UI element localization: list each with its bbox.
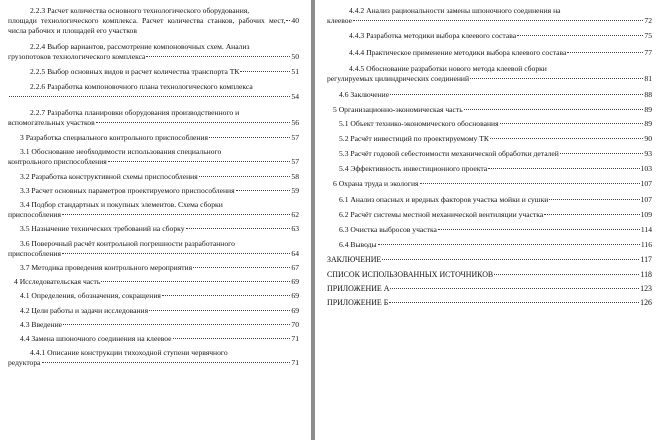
toc-dot-leader [236, 190, 291, 191]
toc-page-number: 67 [291, 263, 299, 273]
toc-page-number: 56 [291, 117, 299, 127]
toc-entry-line [8, 92, 299, 102]
toc-entry-line [8, 172, 299, 182]
toc-page-number: 123 [640, 283, 652, 293]
toc-entry-title: 6.4 Выводы [339, 240, 377, 250]
toc-entry [327, 105, 652, 115]
toc-entry-line [8, 277, 299, 287]
toc-entry-line [327, 298, 652, 308]
toc-page-number: 57 [291, 157, 299, 167]
toc-dot-leader [173, 338, 291, 339]
toc-entry-title-start: 3.6 Поверочный расчёт контрольной погрешности разработанного [20, 238, 235, 248]
toc-entry-line [327, 195, 652, 205]
toc-entry [327, 179, 652, 189]
toc-dot-leader [42, 362, 291, 363]
toc-entry-title: 3.2 Разработка конструктивной схемы приспособления [20, 171, 198, 181]
toc-entry-title: вспомогательных участков [8, 117, 95, 127]
toc-entry-line [8, 210, 299, 220]
toc-entry-line [8, 358, 299, 368]
toc-page-number: 70 [291, 319, 299, 329]
toc-page-number: 81 [644, 74, 652, 84]
toc-entry-line [327, 164, 652, 174]
toc-entry-title: 4.4.4 Практическое применение методики выбора клеевого состава [349, 47, 567, 57]
toc-entry-title: 3.5 Назначение технических требований на сборку [20, 224, 185, 234]
toc-entry [327, 48, 652, 58]
toc-dot-leader [382, 259, 639, 260]
toc-entry [8, 277, 299, 287]
toc-entry-title-start: 3.4 Подбор стандартных и покупных элементов. Схема сборки [20, 200, 223, 210]
toc-dot-leader [378, 244, 640, 245]
toc-entry-line [8, 224, 299, 234]
toc-entry-title: площади технологического комплекса. Расчет количества станков, рабочих мест, числа рабочих и площадей его участков [8, 16, 286, 36]
toc-entry [8, 186, 299, 196]
toc-entry-title: приспособления [8, 248, 61, 258]
toc-dot-leader [420, 183, 640, 184]
toc-dot-leader [567, 52, 643, 53]
toc-page-number: 103 [640, 164, 652, 174]
toc-entry-line [8, 186, 299, 196]
toc-entry-title: 5 Организационно-экономическая часть [333, 105, 463, 115]
toc-page-number: 50 [291, 51, 299, 61]
toc-dot-leader [162, 295, 291, 296]
toc-entry-line [8, 118, 299, 128]
toc-entry-title: 4 Исследовательская часть [14, 277, 101, 287]
toc-entry-title: 5.4 Эффективность инвестиционного проекта [339, 164, 488, 174]
toc-entry-title: 4.4 Замена шпоночного соединения на клеевое [20, 334, 172, 344]
toc-entry [327, 90, 652, 100]
toc-entry-title-start: 4.4.2 Анализ рациональности замены шпоночного соединения на [349, 6, 561, 15]
toc-entry [327, 64, 652, 84]
toc-entry-title-start: 4.4.1 Описание конструкции тихоходной ступени червячного [30, 348, 228, 358]
toc-dot-leader [96, 122, 291, 123]
toc-dot-leader [353, 20, 643, 21]
toc-page-number: 117 [640, 255, 652, 265]
toc-entry [8, 291, 299, 301]
toc-dot-leader [488, 168, 639, 169]
toc-entry [8, 6, 299, 37]
toc-entry-title: 4.2 Цели работы и задачи исследования [20, 305, 149, 315]
toc-dot-leader [464, 109, 644, 110]
toc-dot-leader [549, 199, 639, 200]
toc-entry-title: 3.3 Расчет основных параметров проектируемого приспособления [20, 185, 235, 195]
toc-entry-line [327, 240, 652, 250]
toc-page-number: 69 [291, 305, 299, 315]
toc-entry-title: ПРИЛОЖЕНИЕ Б [327, 298, 389, 308]
toc-entry [327, 210, 652, 220]
document-page-left [0, 0, 311, 440]
toc-entry-title: 6 Охрана труда и экология [333, 179, 419, 189]
toc-entry [8, 147, 299, 167]
toc-entry-line [327, 119, 652, 129]
toc-entry [8, 200, 299, 220]
toc-entry-line [327, 284, 652, 294]
toc-dot-leader [490, 138, 643, 139]
toc-entry-title-start: 3.1 Обоснование необходимости использования специального [20, 147, 222, 157]
toc-entry [8, 82, 299, 102]
toc-entry-line [327, 31, 652, 41]
toc-page-number: 51 [291, 67, 299, 77]
toc-page-number: 107 [640, 179, 652, 189]
toc-entry [327, 31, 652, 41]
toc-entry-title-start: 2.2.6 Разработка компоновочного плана технологического комплекса [30, 82, 253, 92]
toc-entry-title: клеевое [327, 16, 353, 26]
toc-dot-leader [390, 94, 643, 95]
toc-entry-line [327, 74, 652, 84]
toc-entry-line [327, 48, 652, 58]
toc-entry-line [327, 134, 652, 144]
toc-dot-leader [438, 229, 640, 230]
toc-entry-line [8, 157, 299, 167]
toc-page-number: 54 [291, 92, 299, 102]
toc-entry-line [8, 334, 299, 344]
toc-entry-title: 6.2 Расчёт системы местной механической вентиляции участка [339, 209, 544, 219]
toc-page-number: 69 [291, 277, 299, 287]
toc-entry [327, 240, 652, 250]
toc-entry-line [327, 270, 652, 280]
toc-entry-line [327, 225, 652, 235]
toc-page-number: 72 [644, 16, 652, 26]
toc-entry-line [8, 133, 299, 143]
toc-page-number: 58 [291, 171, 299, 181]
toc-page-number: 64 [291, 248, 299, 258]
toc-dot-leader [146, 56, 290, 57]
toc-dot-leader [470, 78, 643, 79]
toc-page-number: 89 [644, 118, 652, 128]
toc-entry-title: 4.6 Заключение [339, 90, 390, 100]
toc-entry-line [327, 255, 652, 265]
toc-entry-title-start: 2.2.4 Выбор вариантов, рассмотрение компоновочных схем. Анализ [30, 41, 250, 51]
toc-page-number: 109 [640, 209, 652, 219]
toc-entry-title: 6.3 Очистка выбросов участка [339, 225, 437, 235]
toc-dot-leader [209, 137, 290, 138]
toc-entry [327, 270, 652, 280]
toc-dot-leader [193, 267, 290, 268]
toc-page-number: 62 [291, 210, 299, 220]
toc-dot-leader [390, 288, 639, 289]
toc-page-number: 71 [291, 334, 299, 344]
toc-page-number: 126 [640, 298, 652, 308]
toc-entry-title: редуктора [8, 358, 41, 368]
toc-entry [8, 172, 299, 182]
toc-entry [8, 306, 299, 316]
toc-page-number: 57 [291, 133, 299, 143]
toc-entry [327, 255, 652, 265]
toc-entry [327, 284, 652, 294]
toc-dot-leader [101, 281, 290, 282]
document-page-right [315, 0, 666, 440]
toc-page-number: 116 [640, 240, 652, 250]
toc-entry-title: 3.7 Методика проведения контрольного мероприятия [20, 263, 193, 273]
toc-entry-title: 4.3 Введение [20, 319, 62, 329]
toc-entry-title: ПРИЛОЖЕНИЕ А [327, 283, 390, 293]
toc-entry-title: 4.1 Определения, обозначения, сокращения [20, 291, 161, 301]
toc-page-number: 88 [644, 90, 652, 100]
toc-entry [327, 164, 652, 174]
toc-entry-title: 6.1 Анализ опасных и вредных факторов участка мойки и сушки [339, 194, 549, 204]
toc-entry-line [8, 291, 299, 301]
toc-page-number: 75 [644, 31, 652, 41]
toc-entry [8, 320, 299, 330]
toc-entry [327, 149, 652, 159]
toc-page-number: 107 [640, 194, 652, 204]
toc-entry-line [327, 149, 652, 159]
toc-page-number: 59 [291, 185, 299, 195]
toc-entry [8, 224, 299, 234]
toc-entry-title: контрольного приспособления [8, 157, 107, 167]
toc-entry [8, 263, 299, 273]
toc-entry-title: СПИСОК ИСПОЛЬЗОВАННЫХ ИСТОЧНИКОВ [327, 269, 494, 279]
toc-dot-leader [389, 302, 639, 303]
toc-dot-leader [286, 20, 290, 21]
toc-entry-line [8, 16, 299, 36]
toc-entry-title: 2.2.5 Выбор основных видов и расчет количества транспорта ТК [30, 67, 240, 77]
toc-page-number: 63 [291, 224, 299, 234]
toc-dot-leader [494, 274, 639, 275]
toc-page-number: 93 [644, 149, 652, 159]
toc-entry-title-start: 2.2.3 Расчет количества основного технологического оборудования, [30, 6, 250, 15]
toc-entry [8, 42, 299, 62]
toc-dot-leader [149, 310, 290, 311]
toc-entry-title: 5.2 Расчёт инвестиций по проектируемому ТК [339, 133, 489, 143]
toc-entry [327, 6, 652, 26]
toc-entry [8, 108, 299, 128]
toc-entry-line [8, 263, 299, 273]
toc-page-number: 69 [291, 291, 299, 301]
toc-entry-title-start: 2.2.7 Разработка планировки оборудования производственного и [30, 107, 240, 117]
toc-page-number: 77 [644, 47, 652, 57]
toc-page-number: 114 [640, 225, 652, 235]
toc-entry-line [8, 249, 299, 259]
toc-entry [8, 239, 299, 259]
toc-entry-title: 5.1 Объект технико-экономического обоснования [339, 118, 499, 128]
toc-entry [327, 225, 652, 235]
toc-entry-title: приспособления [8, 210, 61, 220]
toc-dot-leader [186, 228, 291, 229]
toc-entry [327, 134, 652, 144]
toc-entry [8, 67, 299, 77]
toc-dot-leader [62, 214, 290, 215]
toc-entry [8, 133, 299, 143]
toc-entry-title-start: 4.4.5 Обоснование разработки нового метода клеевой сборки [349, 63, 547, 73]
toc-page-number: 90 [644, 133, 652, 143]
toc-entry-line [8, 306, 299, 316]
toc-entry-line [327, 105, 652, 115]
toc-dot-leader [500, 123, 644, 124]
toc-dot-leader [108, 161, 291, 162]
toc-dot-leader [560, 153, 644, 154]
toc-entry [327, 119, 652, 129]
toc-entry-title: 4.4.3 Разработка методики выбора клеевого состава [349, 31, 517, 41]
toc-dot-leader [544, 214, 639, 215]
toc-page-number: 118 [640, 269, 652, 279]
toc-dot-leader [63, 324, 290, 325]
toc-dot-leader [62, 253, 290, 254]
toc-entry-title: 3 Разработка специального контрольного приспособления [20, 133, 209, 143]
toc-entry [327, 298, 652, 308]
toc-entry-line [327, 16, 652, 26]
toc-page-number: 89 [644, 105, 652, 115]
toc-entry-title: грузопотоков технологического комплекса [8, 51, 146, 61]
toc-dot-leader [517, 35, 643, 36]
toc-entry-line [8, 320, 299, 330]
toc-entry-line [327, 210, 652, 220]
toc-entry-line [8, 67, 299, 77]
toc-page-number: 40 [291, 16, 299, 26]
toc-entry-title: регулируемых цилиндрических соединений [327, 74, 470, 84]
toc-entry [8, 348, 299, 368]
toc-dot-leader [240, 71, 290, 72]
toc-page-number: 71 [291, 358, 299, 368]
toc-dot-leader [199, 176, 291, 177]
toc-dot-leader [9, 96, 290, 97]
toc-entry-title: 5.3 Расчёт годовой себестоимости механической обработки деталей [339, 149, 559, 159]
toc-entry-line [8, 52, 299, 62]
toc-entry [8, 334, 299, 344]
toc-entry-title: ЗАКЛЮЧЕНИЕ [327, 255, 382, 265]
toc-entry-line [327, 179, 652, 189]
toc-entry [327, 195, 652, 205]
toc-entry-line [327, 90, 652, 100]
